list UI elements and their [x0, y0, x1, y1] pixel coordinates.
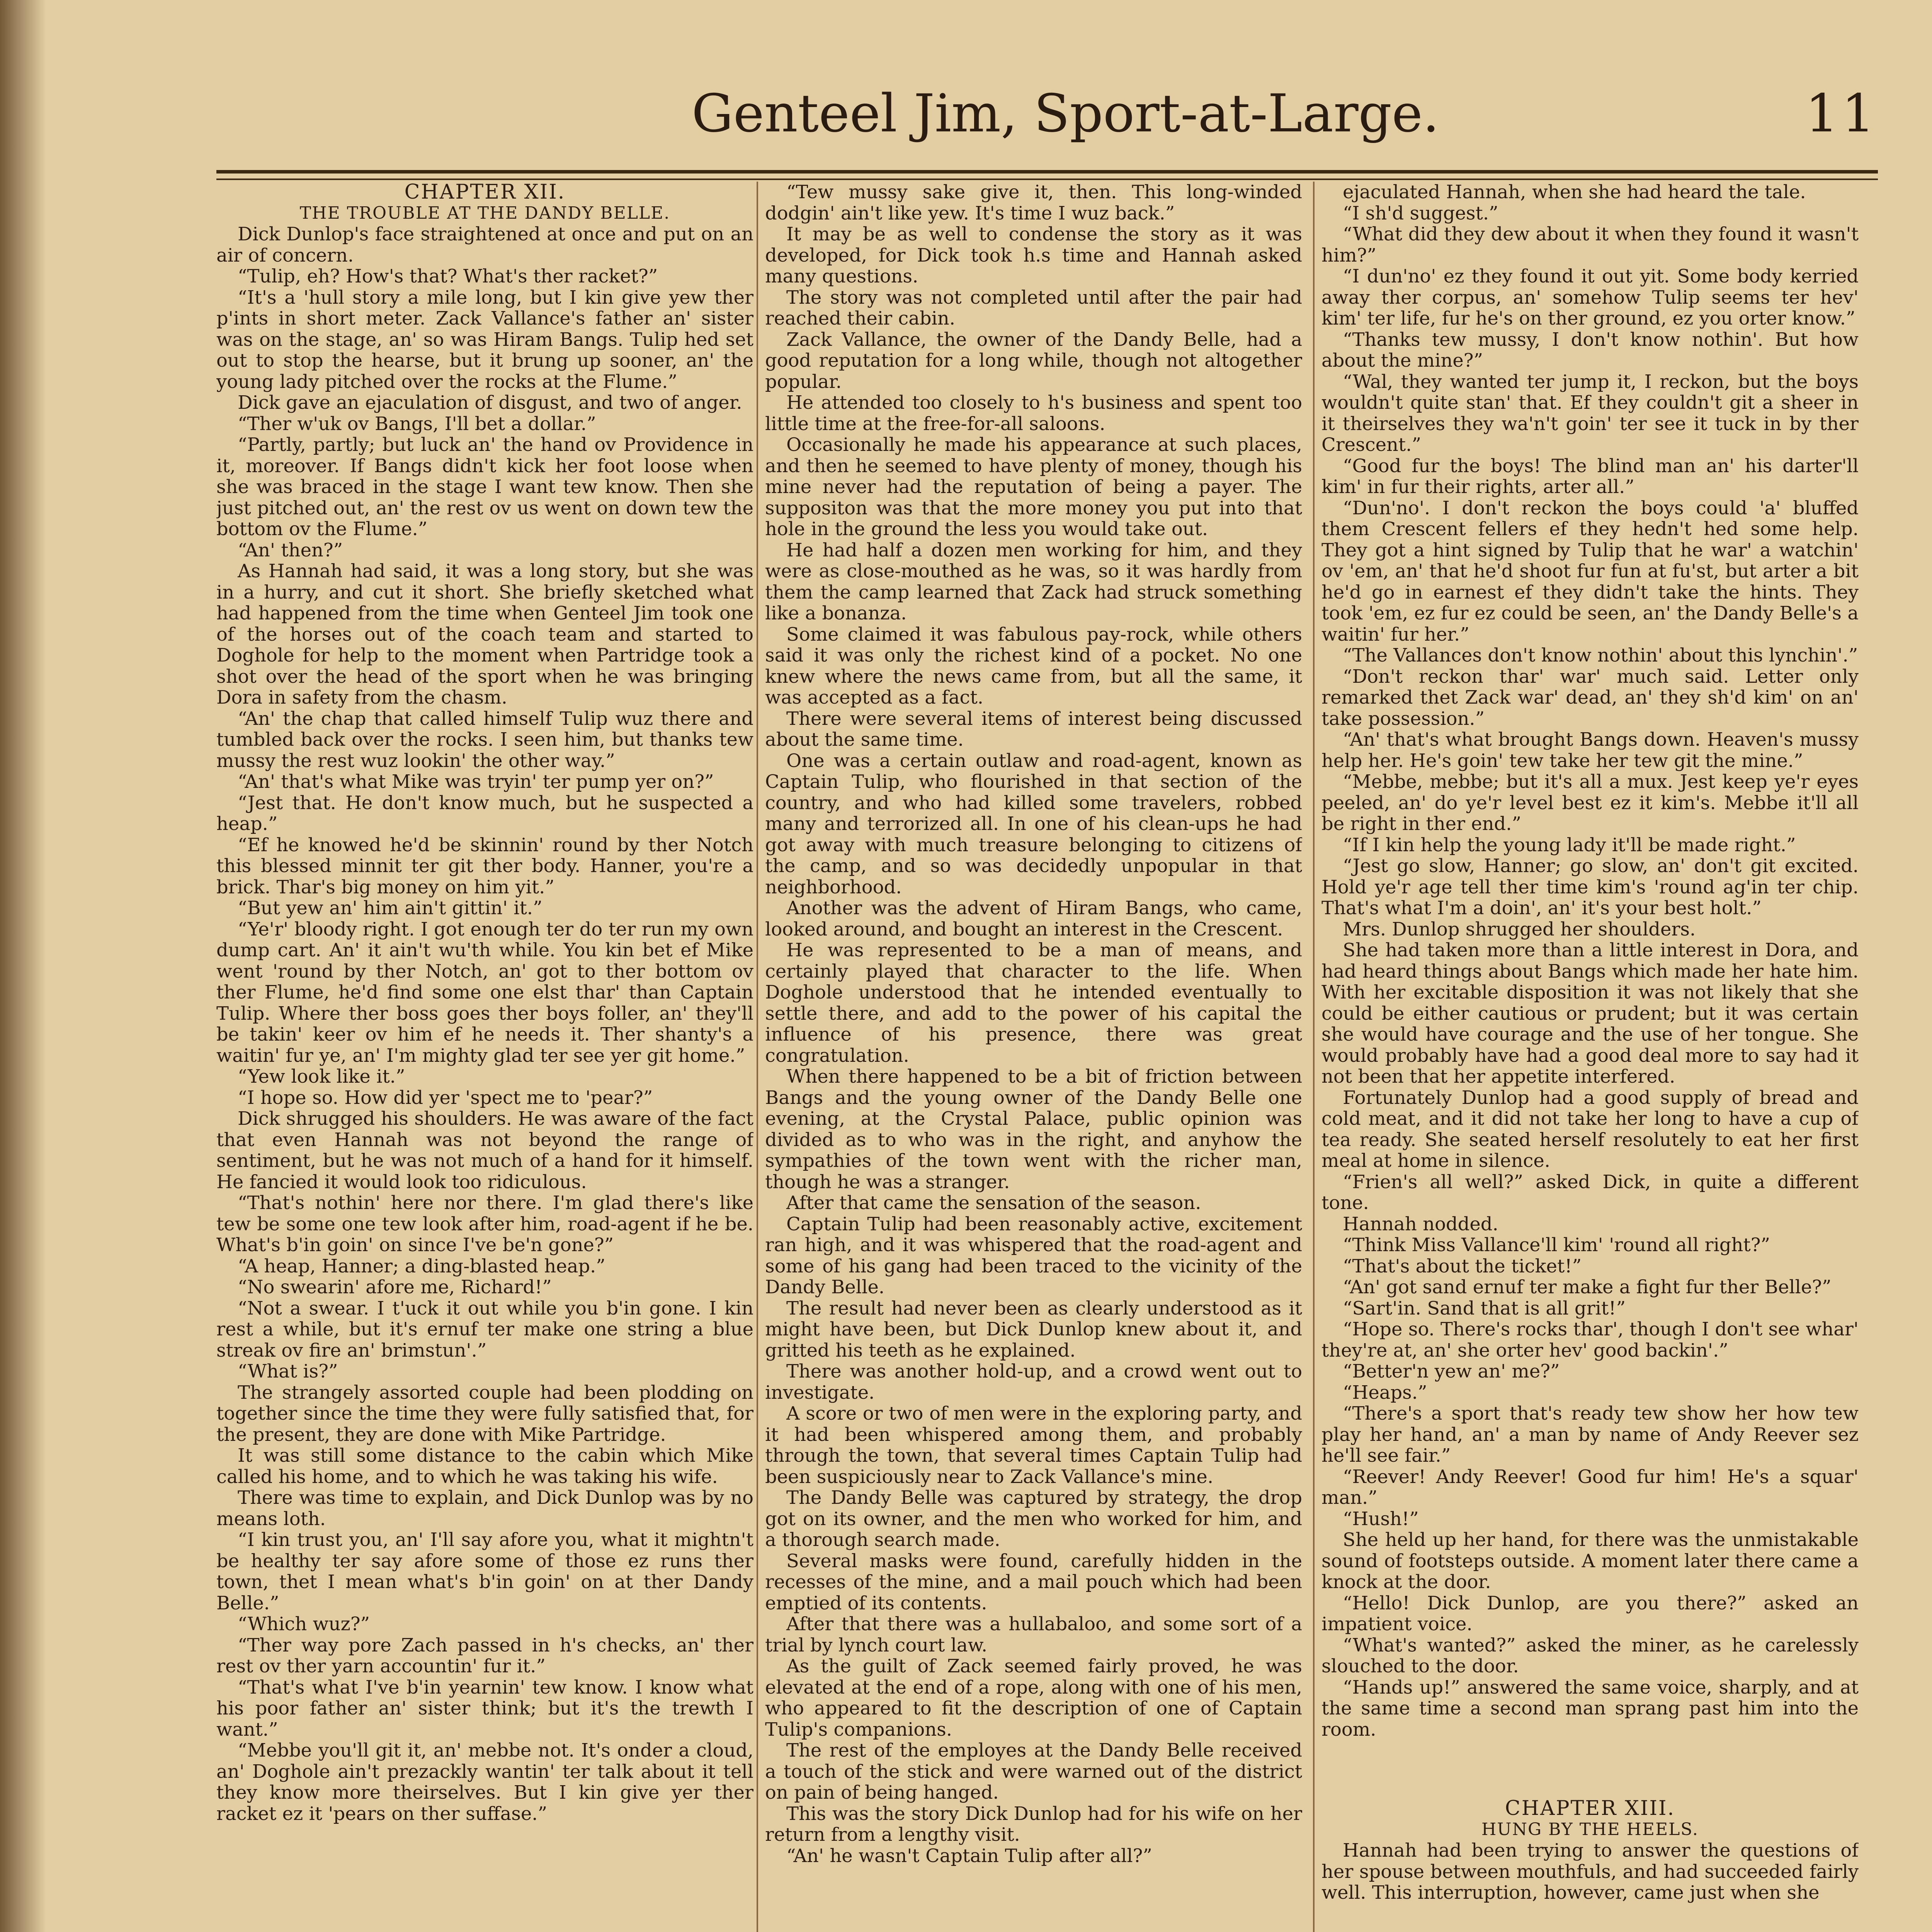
paragraph: The rest of the employes at the Dandy Belle received a touch of the stick and were warned out of the district on pain of being hanged. — [765, 1740, 1302, 1803]
paragraph: “Jest go slow, Hanner; go slow, an' don't git excited. Hold ye'r age tell ther time kim's 'round ag'in ter chip. That's what I'm a doin', an' it's your best holt.” — [1321, 855, 1859, 919]
paragraph: “It's a 'hull story a mile long, but I kin give yew ther p'ints in short meter. Zack Vallance's father an' sister was on the stage, an' so was Hiram Bangs. Tulip hed set out to stop the hearse, but it brung up sooner, an' the young lady pitched over the rocks at the Flume.” — [216, 286, 753, 393]
paragraph: “Thanks tew mussy, I don't know nothin'. But how about the mine?” — [1321, 328, 1859, 371]
paragraph: He had half a dozen men working for him, and they were as close-mouthed as he was, so it was hardly from them the camp learned that Zack had struck something like a bonanza. — [765, 539, 1302, 624]
paragraph: Another was the advent of Hiram Bangs, who came, looked around, and bought an interest in the Crescent. — [765, 897, 1302, 940]
paragraph: A score or two of men were in the exploring party, and it had been whispered among them, and probably through the town, that several times Captain Tulip had been suspiciously near to Zack Vallance's mine. — [765, 1403, 1302, 1488]
paragraph: “Not a swear. I t'uck it out while you b'in gone. I kin rest a while, but it's ernuf ter make one string a blue streak ov fire an' brimstun'.” — [216, 1297, 753, 1361]
paragraph: As the guilt of Zack seemed fairly proved, he was elevated at the end of a rope, along with one of his men, who appeared to fit the description of one of Captain Tulip's companions. — [765, 1655, 1302, 1740]
paragraph: “Frien's all well?” asked Dick, in quite a different tone. — [1321, 1171, 1859, 1214]
text-column-1 — [216, 182, 753, 1932]
binding-shadow — [0, 0, 46, 1932]
paragraph: “Jest that. He don't know much, but he suspected a heap.” — [216, 792, 753, 835]
paragraph: “Don't reckon thar' war' much said. Letter only remarked thet Zack war' dead, an' they sh'd kim' on an' take possession.” — [1321, 665, 1859, 730]
paragraph: “Better'n yew an' me?” — [1343, 1361, 1560, 1382]
column-divider — [757, 182, 758, 1932]
header-rule-thin — [216, 179, 1878, 180]
paragraph: Fortunately Dunlop had a good supply of bread and cold meat, and it did not take her long to have a cup of tea ready. She seated herself resolutely to eat her first meal at home in silence. — [1321, 1087, 1859, 1172]
paragraph: “I dun'no' ez they found it out yit. Some body kerried away ther corpus, an' somehow Tulip seems ter hev' kim' ter life, fur he's on ther ground, ez you orter know.” — [1321, 265, 1859, 329]
running-header — [216, 83, 1878, 149]
paragraph: There was time to explain, and Dick Dunlop was by no means loth. — [216, 1487, 753, 1530]
paragraph: One was a certain outlaw and road-agent, known as Captain Tulip, who flourished in that section of the country, and who had killed some travelers, robbed many and terrorized all. In one of his clean-ups he had got away with much treasure belonging to citizens of the camp, and so was decidedly unpopular in that neighborhood. — [765, 750, 1302, 898]
running-title: Genteel Jim, Sport-at-Large. — [692, 83, 1439, 144]
paragraph: “An' got sand ernuf ter make a fight fur ther Belle?” — [1343, 1276, 1832, 1298]
paragraph: “An' that's what brought Bangs down. Heaven's mussy help her. He's goin' tew take her tew git the mine.” — [1321, 729, 1859, 772]
column-paragraphs — [1321, 182, 1859, 1740]
paragraph: “Wal, they wanted ter jump it, I reckon, but the boys wouldn't quite stan' that. Ef they couldn't git a sheer in it theirselves they wa'n't goin' ter see it tuck in by ther Crescent.” — [1321, 371, 1859, 456]
paragraph: “An' he wasn't Captain Tulip after all?” — [786, 1845, 1152, 1867]
paragraph: After that came the sensation of the season. — [786, 1192, 1201, 1214]
paragraph: “Ther w'uk ov Bangs, I'll bet a dollar.” — [238, 413, 596, 435]
paragraph: “Think Miss Vallance'll kim' 'round all right?” — [1343, 1234, 1770, 1256]
paragraph: “That's nothin' here nor there. I'm glad there's like tew be some one tew look after him, road-agent if he be. What's b'in goin' on since I've be'n gone?” — [216, 1192, 753, 1256]
paragraph: The Dandy Belle was captured by strategy, the drop got on its owner, and the men who worked for him, and a thorough search made. — [765, 1487, 1302, 1551]
paragraph: There was another hold-up, and a crowd went out to investigate. — [765, 1361, 1302, 1403]
paragraph: “That's about the ticket!” — [1343, 1255, 1582, 1277]
paragraph: “That's what I've b'in yearnin' tew know. I know what his poor father an' sister think; but it's the trewth I want.” — [216, 1676, 753, 1740]
paragraph: “Mebbe you'll git it, an' mebbe not. It's onder a cloud, an' Doghole ain't prezackly wantin' ter talk about it tell they know more theirselves. But I kin give yer ther racket ez it 'pears on ther suffase.” — [216, 1740, 753, 1825]
paragraph: It may be as well to condense the story as it was developed, for Dick took h.s time and Hannah asked many questions. — [765, 223, 1302, 287]
paragraph: He was represented to be a man of means, and certainly played that character to the life. When Doghole understood that he intended eventually to settle there, and add to the power of his capital the influence of his presence, there was great congratulation. — [765, 939, 1302, 1066]
chapter-heading: CHAPTER XIII. — [1505, 1797, 1675, 1820]
paragraph: Hannah nodded. — [1343, 1213, 1498, 1235]
paragraph: ejaculated Hannah, when she had heard the tale. — [1343, 182, 1806, 203]
paragraph: “Ther way pore Zach passed in h's checks, an' ther rest ov ther yarn accountin' fur it.” — [216, 1634, 753, 1677]
paragraph: “If I kin help the young lady it'll be made right.” — [1343, 834, 1796, 856]
paragraph: There were several items of interest being discussed about the same time. — [765, 707, 1302, 750]
paragraph: After that there was a hullabaloo, and some sort of a trial by lynch court law. — [765, 1613, 1302, 1656]
paragraph: “An' the chap that called himself Tulip wuz there and tumbled back over the rocks. I seen him, but thanks tew mussy the rest wuz lookin' the other way.” — [216, 707, 753, 772]
paragraph: “Tew mussy sake give it, then. This long-winded dodgin' ain't like yew. It's time I wuz back.” — [765, 182, 1302, 224]
paragraph: “Good fur the boys! The blind man an' his darter'll kim' in fur their rights, arter all.” — [1321, 455, 1859, 498]
paragraph: “The Vallances don't know nothin' about this lynchin'.” — [1343, 645, 1858, 666]
chapter-subheading: HUNG BY THE HEELS. — [1481, 1819, 1699, 1839]
paragraph: “I kin trust you, an' I'll say afore you, what it mightn't be healthy ter say afore some of those ez runs ther town, thet I mean what's b'in goin' on at ther Dandy Belle.” — [216, 1529, 753, 1614]
paragraph: “Sart'in. Sand that is all grit!” — [1343, 1297, 1626, 1319]
paragraph: “Hello! Dick Dunlop, are you there?” asked an impatient voice. — [1321, 1592, 1859, 1635]
paragraph: When there happened to be a bit of friction between Bangs and the young owner of the Dandy Belle one evening, at the Crystal Palace, public opinion was divided as to who was in the right, and anyhow the sympathies of the town went with the richer man, though he was a stranger. — [765, 1066, 1302, 1193]
paragraph: She held up her hand, for there was the unmistakable sound of footsteps outside. A moment later there came a knock at the door. — [1321, 1529, 1859, 1593]
paragraph: “An' then?” — [238, 539, 343, 561]
paragraph: “Heaps.” — [1343, 1381, 1427, 1403]
paragraph: “Hush!” — [1343, 1508, 1419, 1530]
paragraph: “Ef he knowed he'd be skinnin' round by ther Notch this blessed minnit ter git ther body. Hanner, you're a brick. Thar's big money on him yit.” — [216, 834, 753, 898]
paragraph: “Reever! Andy Reever! Good fur him! He's a squar' man.” — [1321, 1466, 1859, 1509]
text-column-3 — [1321, 182, 1859, 1932]
paragraph: Some claimed it was fabulous pay-rock, while others said it was only the richest kind of a pocket. No one knew where the news came from, but all the same, it was accepted as a fact. — [765, 623, 1302, 708]
paragraph: Dick gave an ejaculation of disgust, and two of anger. — [238, 392, 742, 413]
paragraph: “Hope so. There's rocks thar', though I don't see whar' they're at, an' she orter hev' good backin'.” — [1321, 1318, 1859, 1361]
paragraph: “What's wanted?” asked the miner, as he carelessly slouched to the door. — [1321, 1634, 1859, 1677]
column-paragraphs — [216, 224, 753, 1824]
paragraph: The result had never been as clearly understood as it might have been, but Dick Dunlop knew about it, and gritted his teeth as he explained. — [765, 1297, 1302, 1361]
column-paragraphs — [765, 182, 1302, 1866]
paragraph: Dick shrugged his shoulders. He was aware of the fact that even Hannah was not beyond the range of sentiment, but he was not much of a hand for it himself. He fancied it would look too ridiculous. — [216, 1108, 753, 1193]
paragraph: “I hope so. How did yer 'spect me to 'pear?” — [238, 1087, 653, 1109]
paragraph: “Yew look like it.” — [238, 1066, 405, 1087]
header-rule-thick — [216, 170, 1878, 173]
paragraph: “I sh'd suggest.” — [1343, 202, 1498, 224]
paragraph: “A heap, Hanner; a ding-blasted heap.” — [238, 1255, 605, 1277]
paragraph: Hannah had been trying to answer the questions of her spouse between mouthfuls, and had succeeded fairly well. This interruption, however, came just when she — [1321, 1840, 1859, 1903]
paragraph: “Mebbe, mebbe; but it's all a mux. Jest keep ye'r eyes peeled, an' do ye'r level best ez it kim's. Mebbe it'll all be right in ther end.” — [1321, 771, 1859, 835]
paragraph: Zack Vallance, the owner of the Dandy Belle, had a good reputation for a long while, though not altogether popular. — [765, 328, 1302, 393]
paragraph: “There's a sport that's ready tew show her how tew play her hand, an' a man by name of Andy Reever sez he'll see fair.” — [1321, 1403, 1859, 1466]
page-number: 11 — [1805, 83, 1878, 144]
chapter-subheading: THE TROUBLE AT THE DANDY BELLE. — [299, 203, 670, 223]
paragraph: The strangely assorted couple had been plodding on together since the time they were fully satisfied that, for the present, they are done with Mike Partridge. — [216, 1381, 753, 1446]
paragraph: “Tulip, eh? How's that? What's ther racket?” — [238, 265, 658, 287]
paragraph: As Hannah had said, it was a long story, but she was in a hurry, and cut it short. She briefly sketched what had happened from the time when Genteel Jim took one of the horses out of the coach team and started to Doghole for help to the moment when Partridge took a shot over the head of the sport when he was bringing Dora in safety from the chasm. — [216, 560, 753, 708]
paragraph: Several masks were found, carefully hidden in the recesses of the mine, and a mail pouch which had been emptied of its contents. — [765, 1550, 1302, 1614]
paragraph: “Hands up!” answered the same voice, sharply, and at the same time a second man sprang past him into the room. — [1321, 1676, 1859, 1740]
paragraph: “Dun'no'. I don't reckon the boys could 'a' bluffed them Crescent fellers ef they hedn't hed some help. They got a hint signed by Tulip that he war' a watchin' ov 'em, an' that he'd shoot fur fun at fu'st, but arter a bit he'd go in earnest ef they didn't take the hints. They took 'em, ez fur ez could be seen, an' the Dandy Belle's a waitin' fur her.” — [1321, 497, 1859, 645]
paragraph: “What did they dew about it when they found it wasn't him?” — [1321, 223, 1859, 266]
paragraph: “But yew an' him ain't gittin' it.” — [238, 897, 543, 919]
paragraph: “No swearin' afore me, Richard!” — [238, 1276, 552, 1298]
paragraph: Occasionally he made his appearance at such places, and then he seemed to have plenty of money, though his mine never had the reputation of being a payer. The suppositon was that the more money you put into that hole in the ground the less you would take out. — [765, 434, 1302, 540]
paragraph: Captain Tulip had been reasonably active, excitement ran high, and it was whispered that the road-agent and some of his gang had been traced to the vicinity of the Dandy Belle. — [765, 1213, 1302, 1298]
column-divider — [1313, 182, 1315, 1932]
paragraph: “Ye'r' bloody right. I got enough ter do ter run my own dump cart. An' it ain't wu'th while. You kin bet ef Mike went 'round by ther Notch, an' got to ther bottom ov ther Flume, he'd find some one elst thar' than Captain Tulip. Where ther boss goes ther boys foller, an' they'll be takin' keer ov him ef he needs it. Ther shanty's a waitin' fur ye, an' I'm mighty glad ter see yer git home.” — [216, 918, 753, 1066]
paragraph: This was the story Dick Dunlop had for his wife on her return from a lengthy visit. — [765, 1803, 1302, 1845]
paragraph: He attended too closely to h's business and spent too little time at the free-for-all saloons. — [765, 392, 1302, 435]
paragraph: “An' that's what Mike was tryin' ter pump yer on?” — [238, 771, 714, 793]
paragraph: It was still some distance to the cabin which Mike called his home, and to which he was taking his wife. — [216, 1445, 753, 1488]
paragraph: “What is?” — [238, 1361, 338, 1382]
paragraph: The story was not completed until after the pair had reached their cabin. — [765, 286, 1302, 329]
paragraph: She had taken more than a little interest in Dora, and had heard things about Bangs which made her hate him. With her excitable disposition it was not likely that she could be either cautious or prudent; but it was certain she would have courage and the use of her tongue. She would probably have had a good deal more to say had it not been that her appetite interfered. — [1321, 939, 1859, 1087]
paragraph: “Which wuz?” — [238, 1613, 370, 1635]
paragraph: Mrs. Dunlop shrugged her shoulders. — [1343, 918, 1696, 940]
text-column-2 — [765, 182, 1302, 1932]
column-paragraphs — [1321, 1840, 1859, 1903]
paragraph: “Partly, partly; but luck an' the hand ov Providence in it, moreover. If Bangs didn't kick her foot loose when she was braced in the stage I want tew know. Then she just pitched out, an' the rest ov us went on down tew the bottom ov the Flume.” — [216, 434, 753, 540]
paragraph: Dick Dunlop's face straightened at once and put on an air of concern. — [216, 223, 753, 266]
chapter-heading: CHAPTER XII. — [404, 182, 566, 204]
